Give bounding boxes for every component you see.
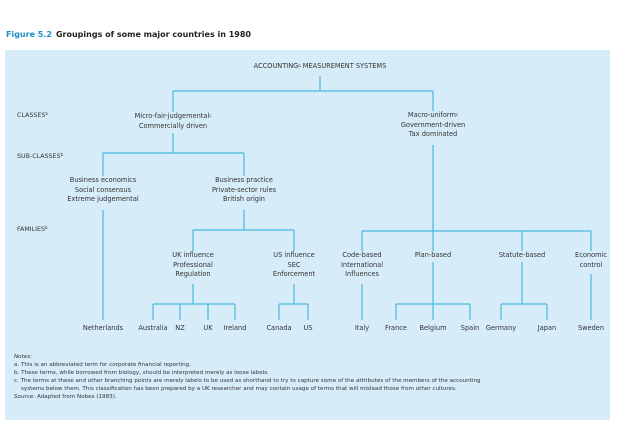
source-line: Source: Adapted from Nobes (1983).: [14, 394, 117, 400]
country-ireland: Ireland: [223, 324, 247, 332]
notes-block: [14, 353, 604, 401]
notes-heading: Notes:: [14, 354, 33, 360]
level-label-families: FAMILIES$^b$: [17, 225, 48, 233]
family-node-statute-based: Statute-based: [498, 251, 546, 259]
country-canada: Canada: [266, 324, 292, 332]
note-a: a. This is an abbreviated term for corporate financial reporting.: [14, 362, 191, 368]
country-germany: Germany: [485, 324, 517, 332]
note-c-continued: systems below them. This classification has been prepared by a UK researcher and may contain usage of terms that will mislead those from other cultures.: [21, 386, 457, 392]
level-label-classes: CLASSES$^b$: [17, 111, 48, 119]
family-node-plan-based: Plan-based: [414, 251, 452, 259]
country-nz: NZ: [175, 324, 185, 332]
country-belgium: Belgium: [419, 324, 447, 332]
country-uk: UK: [203, 324, 213, 332]
class-node-macro: Macro-uniform$^c$ Government-driven Tax dominated: [400, 111, 466, 138]
level-label-subclasses: SUB-CLASSES$^b$: [17, 152, 64, 160]
country-sweden: Sweden: [577, 324, 605, 332]
country-netherlands: Netherlands: [82, 324, 124, 332]
note-c: c. The terms at these and other branching points are merely labels to be used as shorthand to try to capture some of the attributes of the members of the accounting: [14, 378, 481, 384]
figure-caption: Groupings of some major countries in 1980: [55, 30, 251, 39]
subclass-node-business-practice: Business practice Private-sector rules British origin: [211, 176, 277, 203]
family-node-us-influence: US influence SEC Enforcement: [272, 251, 316, 278]
family-node-uk-influence: UK influence Professional Regulation: [172, 251, 214, 278]
country-spain: Spain: [460, 324, 480, 332]
country-us: US: [303, 324, 313, 332]
subclass-node-business-economics: Business economics Social consensus Extreme judgemental: [67, 176, 139, 203]
root-node: ACCOUNTING$^a$ MEASUREMENT SYSTEMS: [253, 62, 387, 70]
class-node-micro: Micro-fair-judgemental$^c$ Commercially driven: [134, 112, 212, 130]
country-italy: Italy: [354, 324, 370, 332]
country-france: France: [385, 324, 407, 332]
note-b: b. These terms, while borrowed from biology, should be interpreted merely as loose labels.: [14, 370, 269, 376]
family-node-economic-control: Economic control: [575, 251, 607, 269]
country-australia: Australia: [138, 324, 168, 332]
country-japan: Japan: [537, 324, 557, 332]
family-node-code-based: Code-based International Influences: [340, 251, 384, 278]
figure-number: Figure 5.2: [6, 30, 52, 39]
